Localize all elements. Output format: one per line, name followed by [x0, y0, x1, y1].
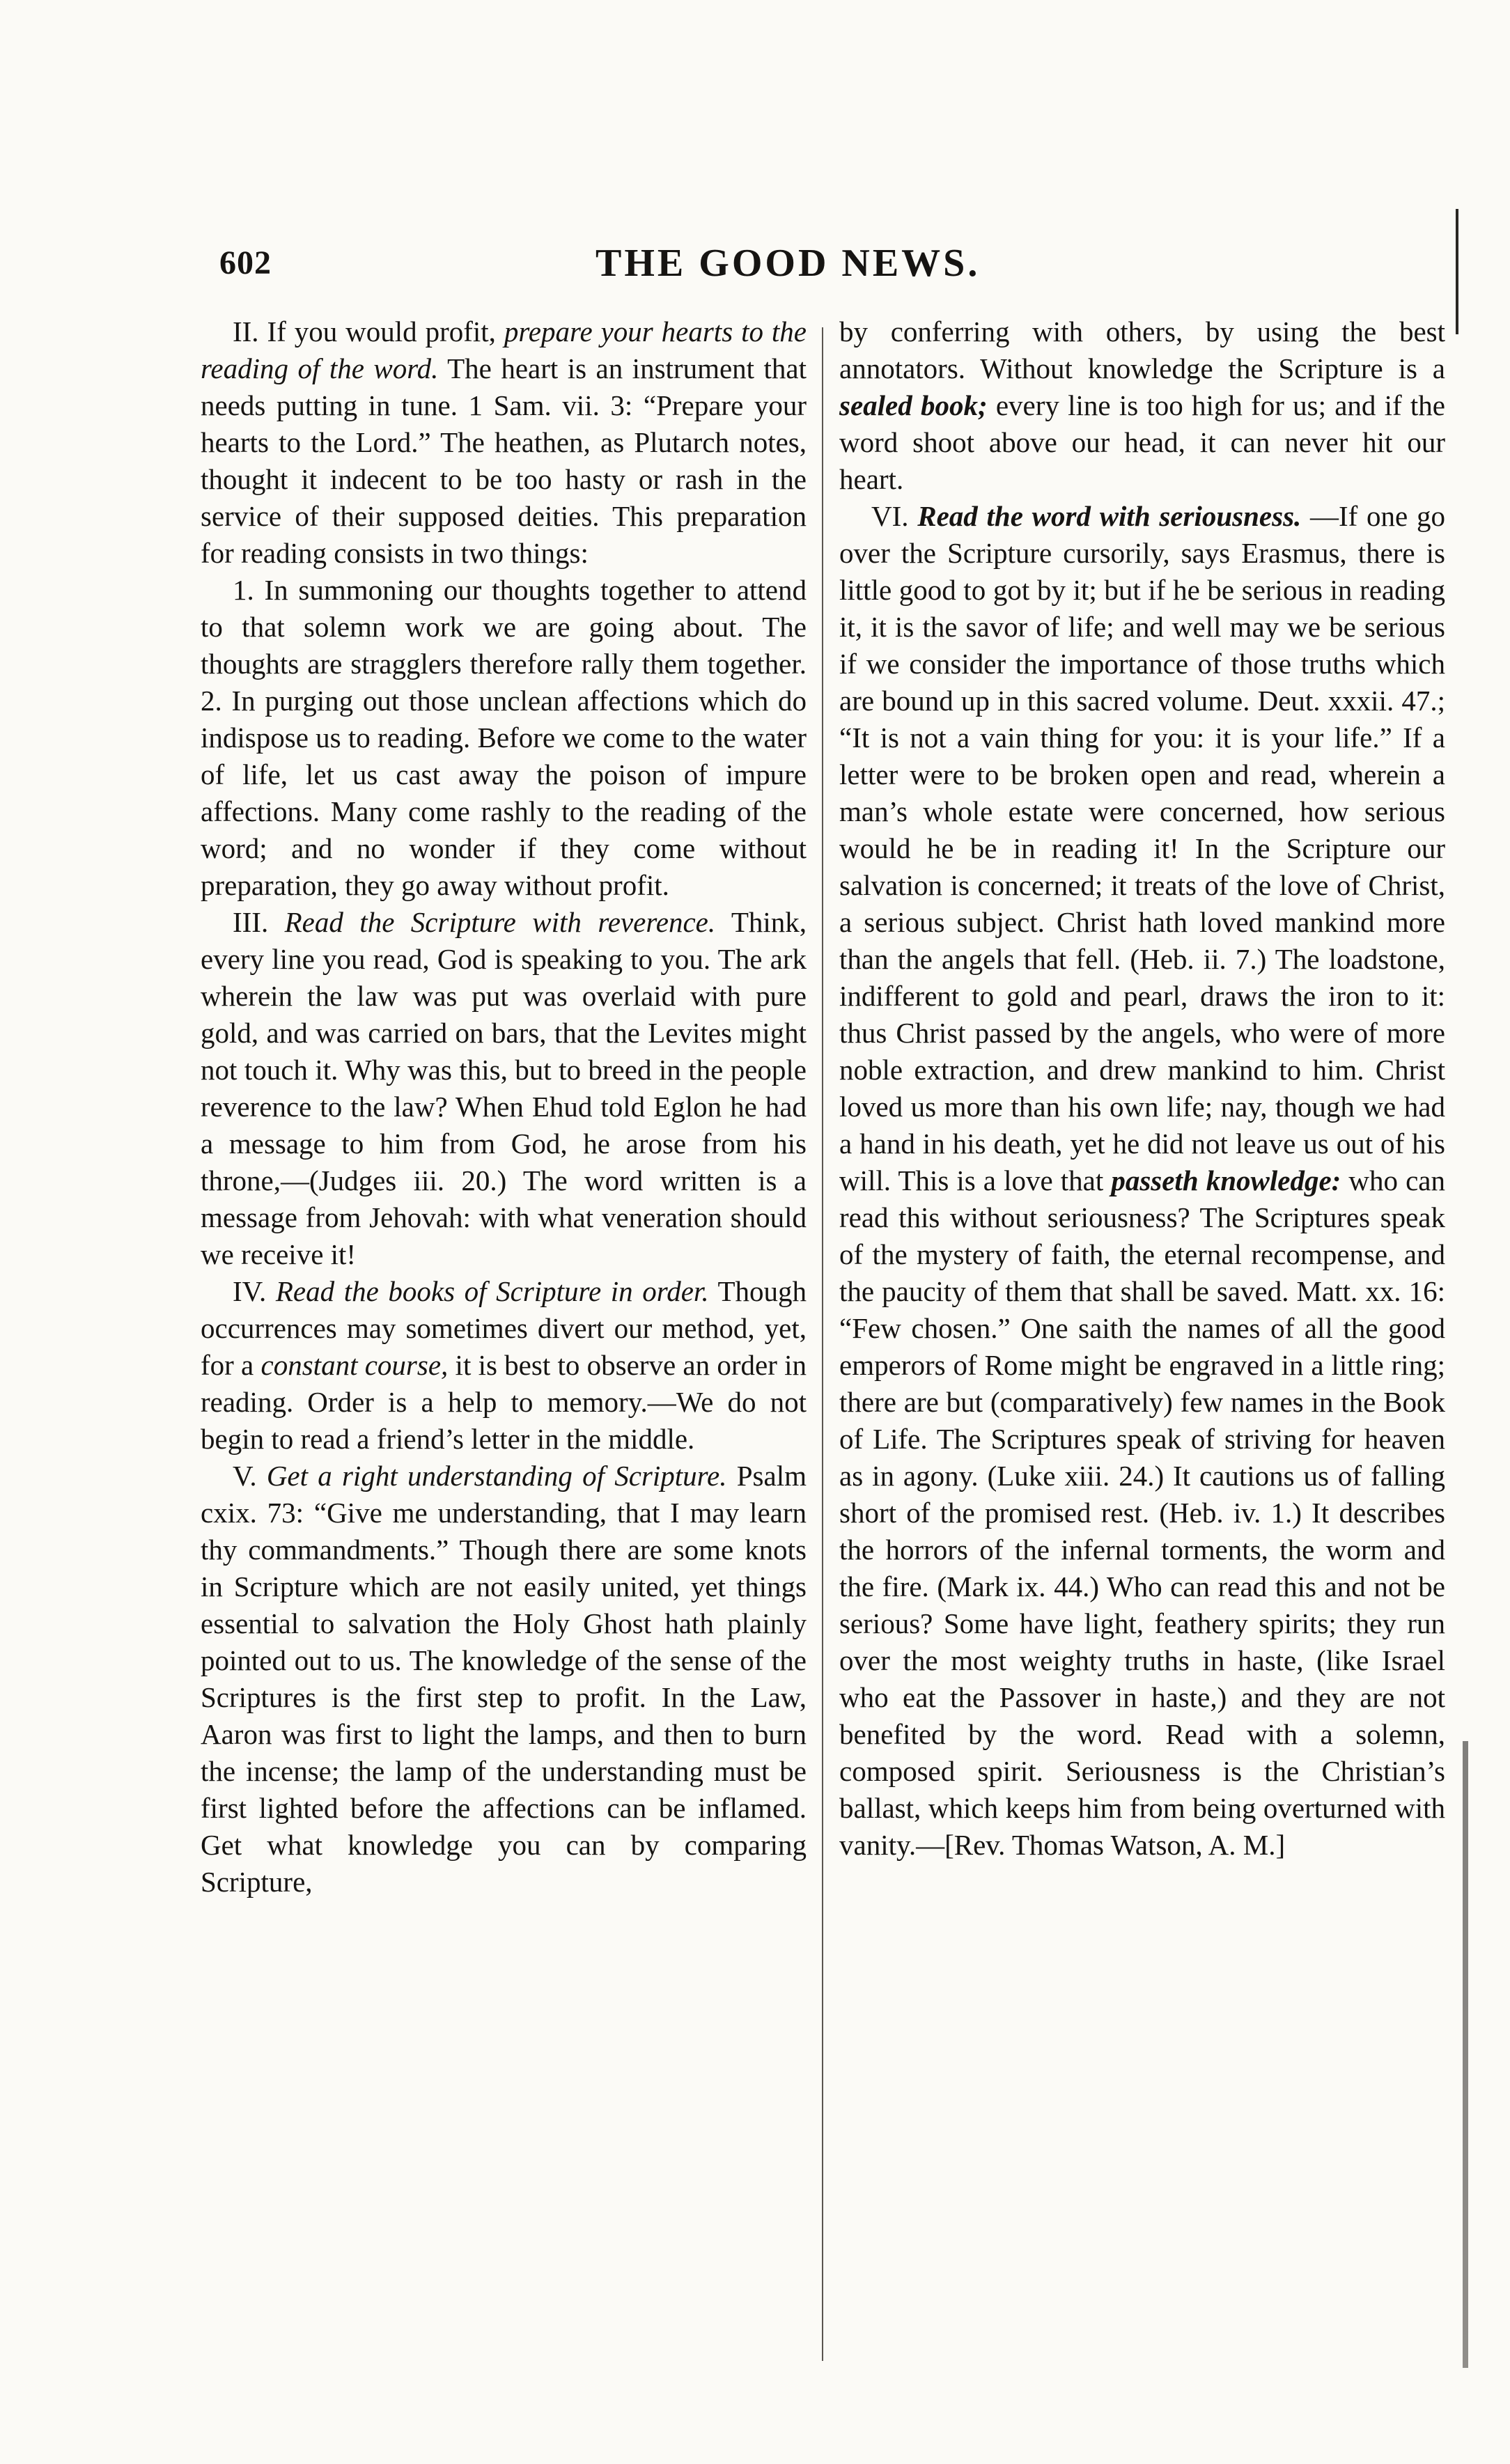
paragraph-body: The heart is an instrument that needs putting in tune. 1 Sam. vii. 3: “Prepare your hearts to the Lord.” The heathen, as Plutarch notes, thought it indecent to be too hasty or rash in the service of their supposed deities. This preparation for reading consists in two things: — [201, 352, 807, 569]
paragraph-body: Psalm cxix. 73: “Give me understanding, that I may learn thy commandments.” Though there are some knots in Scripture which are not easily united, yet things essential to salvation the Holy Ghost hath plainly pointed out to us. The knowledge of the sense of the Scriptures is the first step to profit. In the Law, Aaron was first to light the lamps, and then to burn the incense; the lamp of the understanding must be first lighted before the affections can be inflamed. Get what knowledge you can by comparing Scripture, — [201, 1460, 807, 1898]
column-rule — [822, 327, 823, 2361]
paragraph-emphasis: sealed book; — [839, 389, 988, 421]
paragraph-lead: V. — [233, 1460, 257, 1492]
running-title: THE GOOD NEWS. — [596, 242, 981, 285]
paragraph-order — [201, 1273, 807, 1458]
paragraph-emphasis: Read the word with seriousness. — [917, 500, 1302, 532]
paragraph-body: Though occurrences may sometimes divert our method, yet, for a — [201, 1275, 807, 1381]
paragraph-emphasis: Read the Scripture with reverence. — [284, 906, 716, 938]
paragraph-body: —If one go over the Scripture cursorily, says Erasmus, there is little good to got by it; but if he be serious in reading it, it is the savor of life; and well may we be serious if we consider the importance of those truths which are bound up in this sacred volume. Deut. xxxii. 47.; “It is not a vain thing for you: it is your life.” If a letter were to be broken open and read, wherein a man’s whole estate were concerned, how serious would he be in reading it! In the Scripture our salvation is concerned; it treats of the love of Christ, a serious subject. Christ hath loved mankind more than the angels that fell. (Heb. ii. 7.) The loadstone, indifferent to gold and pearl, draws the iron to it: thus Christ passed by the angels, who were of more noble extraction, and drew mankind to him. Christ loved us more than his own life; nay, though we had a hand in his death, yet he did not leave us out of his will. This is a love that — [839, 500, 1445, 1196]
paragraph-lead: III. — [233, 906, 269, 938]
paragraph-body: Think, every line you read, God is speaking to you. The ark wherein the law was put was overlaid with pure gold, and was carried on bars, that the Levites might not touch it. Why was this, but to breed in the people reverence to the law? When Ehud told Eglon he had a message to him from God, he arose from his throne,—(Judges iii. 20.) The word written is a message from Jehovah: with what veneration should we receive it! — [201, 906, 807, 1270]
paragraph-emphasis: Get a right understanding of Scripture. — [266, 1460, 727, 1492]
margin-mark — [1463, 1741, 1468, 2368]
paragraph-emphasis: Read the books of Scripture in order. — [275, 1275, 709, 1307]
paragraph-emphasis-2: constant course, — [260, 1349, 449, 1381]
left-column — [201, 313, 807, 1901]
paragraph-body-2: it is best to observe an order in reading. Order is a help to memory.—We do not begin to read a friend’s letter in the middle. — [201, 1349, 807, 1455]
paragraph-body-2: who can read this without seriousness? The Scriptures speak of the mystery of faith, the eternal recompense, and the paucity of them that shall be saved. Matt. xx. 16: “Few chosen.” One saith the names of all the good emperors of Rome might be engraved in a little ring; there are but (comparatively) few names in the Book of Life. The Scriptures speak of striving for heaven as in agony. (Luke xiii. 24.) It cautions us of falling short of the promised rest. (Heb. iv. 1.) It describes the horrors of the infernal torments, the worm and the fire. (Mark ix. 44.) Who can read this and not be serious? Some have light, feathery spirits; they run over the most weighty truths in haste, (like Israel who eat the Passover in haste,) and they are not benefited by the word. Read with a solemn, composed spirit. Seriousness is the Christian’s ballast, which keeps him from being overturned with vanity.—[Rev. Thomas Watson, A. M.] — [839, 1164, 1445, 1861]
paragraph-seriousness — [839, 498, 1445, 1864]
page-header — [219, 237, 1438, 299]
paragraph-lead: II. If you would profit, — [233, 315, 496, 348]
page-number: 602 — [219, 244, 272, 281]
paragraph-two-things: 1. In summoning our thoughts together to attend to that solemn work we are going about. The thoughts are stragglers therefore rally them together. 2. In purging out those unclean affections which do indispose us to reading. Before we come to the water of life, let us cast away the poison of impure affections. Many come rashly to the reading of the word; and no wonder if they come without preparation, they go away without profit. — [201, 574, 807, 901]
paragraph-prepare-hearts — [201, 313, 807, 572]
margin-mark — [1456, 209, 1458, 334]
paragraph-emphasis: prepare your hearts to the reading of the word. — [201, 315, 807, 384]
paragraph-lead: VI. — [871, 500, 909, 532]
paragraph-emphasis-2: passeth knowledge: — [1111, 1164, 1341, 1196]
paragraph-reverence — [201, 904, 807, 1273]
right-column — [839, 313, 1445, 1864]
paragraph-body: by conferring with others, by using the best annotators. Without knowledge the Scripture is a — [839, 315, 1445, 384]
paragraph-continued — [839, 313, 1445, 498]
paragraph-lead: IV. — [233, 1275, 267, 1307]
paragraph-understanding — [201, 1458, 807, 1901]
paragraph-body-2: every line is too high for us; and if the word shoot above our head, it can never hit our heart. — [839, 389, 1445, 495]
